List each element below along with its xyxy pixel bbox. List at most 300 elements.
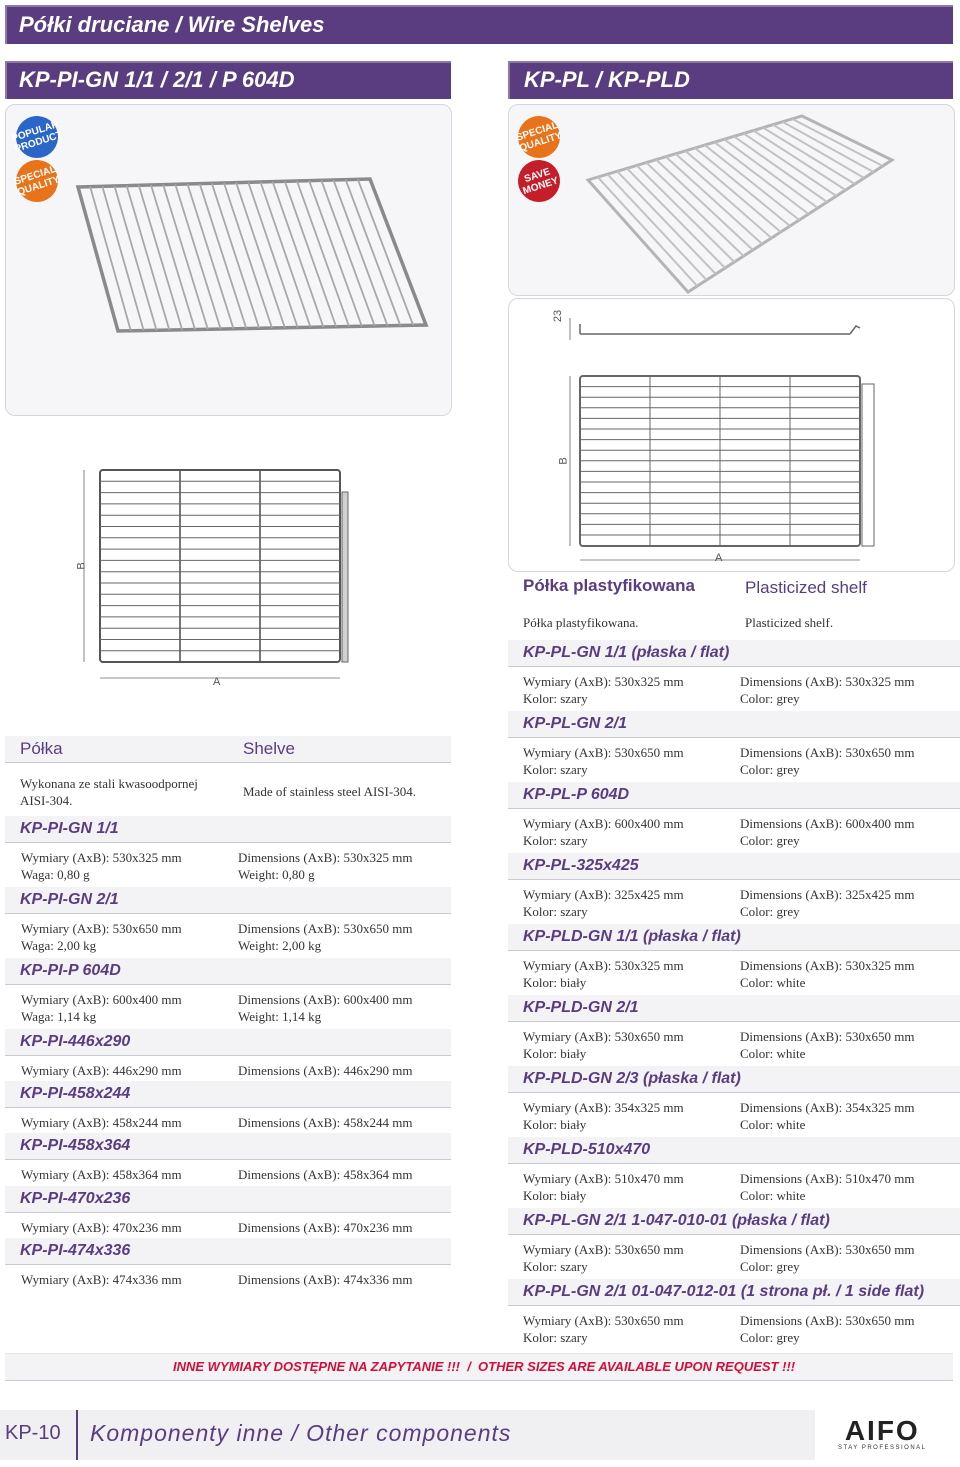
- spec-value: 530x325 mm: [845, 958, 915, 973]
- wire-bar: [236, 183, 285, 328]
- spec-label: Dimensions (AxB):: [238, 1167, 341, 1182]
- spec-row: [523, 690, 684, 707]
- spec-label: Kolor:: [523, 691, 557, 706]
- spec-value: 530x650 mm: [614, 745, 684, 760]
- wire-bar: [163, 185, 208, 330]
- spec-label: Weight:: [238, 938, 279, 953]
- spec-row: [740, 832, 914, 849]
- spec-value: szary: [560, 904, 588, 919]
- spec-label: Color:: [740, 1046, 774, 1061]
- spec-value: 530x650 mm: [845, 745, 915, 760]
- spec-label: Color:: [740, 762, 774, 777]
- spec-row: [238, 1062, 412, 1079]
- spec-label: Wymiary (AxB):: [523, 816, 612, 831]
- spec-label: Kolor:: [523, 1188, 557, 1203]
- spec-row: [21, 1219, 182, 1236]
- wire-bar: [127, 186, 170, 330]
- spec-value: szary: [560, 1330, 588, 1345]
- spec-pl: [21, 1271, 182, 1288]
- spec-label: Dimensions (AxB):: [238, 1272, 341, 1287]
- spec-label: Weight:: [238, 1009, 279, 1024]
- spec-value: 2,00 kg: [282, 938, 322, 953]
- spec-value: 530x650 mm: [845, 1029, 915, 1044]
- wire-bar: [607, 174, 706, 280]
- spec-label: Dimensions (AxB):: [740, 1242, 843, 1257]
- spec-value: 1,14 kg: [57, 1009, 97, 1024]
- spec-row: [740, 1329, 914, 1346]
- spec-row: [523, 886, 684, 903]
- spec-row: [523, 1116, 684, 1133]
- wire-bar: [666, 157, 762, 244]
- spec-row: [21, 1114, 182, 1131]
- spec-row: [740, 1099, 914, 1116]
- spec-value: grey: [776, 833, 800, 848]
- spec-label: Weight:: [238, 867, 279, 882]
- spec-en: [740, 957, 914, 991]
- spec-row: [523, 1187, 684, 1204]
- spec-label: Wymiary (AxB):: [21, 921, 110, 936]
- spec-label: Dimensions (AxB):: [740, 745, 843, 760]
- product-code: KP-PLD-GN 2/3 (płaska / flat): [523, 1070, 741, 1087]
- spec-value: 325x425 mm: [845, 887, 915, 902]
- spec-code-bar: [508, 1279, 960, 1306]
- spec-pl: [523, 1028, 684, 1062]
- spec-value: white: [776, 975, 806, 990]
- spec-label: Kolor:: [523, 975, 557, 990]
- spec-value: szary: [560, 762, 588, 777]
- spec-row: [740, 815, 914, 832]
- spec-en: [238, 1062, 412, 1079]
- spec-pl: [523, 673, 684, 707]
- spec-row: [21, 1166, 182, 1183]
- spec-row: [740, 744, 914, 761]
- spec-label: Dimensions (AxB):: [740, 1313, 843, 1328]
- spec-value: 1,14 kg: [282, 1009, 322, 1024]
- spec-row: [238, 866, 412, 883]
- spec-row: [238, 1114, 412, 1131]
- spec-value: biały: [560, 1046, 587, 1061]
- spec-row: [740, 1045, 914, 1062]
- spec-en: [740, 1312, 914, 1346]
- spec-code-bar: [5, 1081, 451, 1108]
- spec-value: 458x244 mm: [343, 1115, 413, 1130]
- other-sizes-notice: INNE WYMIARY DOSTĘPNE NA ZAPYTANIE !!! / OTHER SIZES ARE AVAILABLE UPON REQUEST !!!: [173, 1359, 796, 1374]
- spec-value: 600x400 mm: [343, 992, 413, 1007]
- spec-label: Wymiary (AxB):: [523, 1100, 612, 1115]
- spec-label: Dimensions (AxB):: [238, 1115, 341, 1130]
- spec-row: [740, 903, 914, 920]
- spec-value: grey: [776, 1330, 800, 1345]
- spec-en: [740, 886, 914, 920]
- spec-code-bar: [508, 1066, 960, 1093]
- left-desc-en: Made of stainless steel AISI-304.: [243, 784, 416, 799]
- spec-code-bar: [5, 1029, 451, 1056]
- spec-label: Dimensions (AxB):: [238, 1220, 341, 1235]
- spec-value: 600x400 mm: [112, 992, 182, 1007]
- spec-label: Dimensions (AxB):: [740, 1100, 843, 1115]
- spec-row: [523, 832, 684, 849]
- spec-row: [523, 744, 684, 761]
- spec-label: Wymiary (AxB):: [523, 1171, 612, 1186]
- product-code: KP-PL-GN 2/1 1-047-010-01 (płaska / flat): [523, 1212, 830, 1229]
- spec-en: [740, 1241, 914, 1275]
- spec-row: [238, 1008, 412, 1025]
- wire-bar: [792, 119, 882, 166]
- spec-value: 474x336 mm: [343, 1272, 413, 1287]
- spec-en: [238, 920, 412, 954]
- spec-pl: [21, 1166, 182, 1183]
- spec-value: white: [776, 1188, 806, 1203]
- spec-row: [740, 1116, 914, 1133]
- spec-value: 530x325 mm: [112, 850, 182, 865]
- spec-row: [740, 957, 914, 974]
- left-desc-pl: Wykonana ze stali kwasoodpornej AISI-304.: [20, 776, 198, 808]
- spec-en: [238, 991, 412, 1025]
- spec-en: [740, 744, 914, 778]
- spec-label: Color:: [740, 833, 774, 848]
- left-section-header: [5, 61, 451, 99]
- spec-row: [523, 1329, 684, 1346]
- spec-value: 530x650 mm: [343, 921, 413, 936]
- spec-label: Waga:: [21, 867, 54, 882]
- wire-bar: [617, 171, 716, 274]
- spec-code-bar: [508, 1208, 960, 1235]
- spec-code-bar: [5, 958, 451, 985]
- wire-bar: [212, 183, 259, 328]
- product-code: KP-PL-GN 1/1 (płaska / flat): [523, 644, 730, 661]
- spec-value: 530x325 mm: [614, 958, 684, 973]
- product-code: KP-PLD-GN 2/1: [523, 999, 639, 1016]
- wire-bar: [139, 185, 182, 329]
- spec-label: Color:: [740, 1259, 774, 1274]
- spec-label: Waga:: [21, 1009, 54, 1024]
- spec-code-bar: [5, 1238, 451, 1265]
- spec-row: [238, 1271, 412, 1288]
- spec-label: Wymiary (AxB):: [21, 1220, 110, 1235]
- product-code: KP-PLD-510x470: [523, 1141, 651, 1158]
- right-heading-pl: Półka plastyfikowana: [523, 576, 695, 595]
- wire-bar: [102, 186, 143, 330]
- spec-en: [238, 1166, 412, 1183]
- spec-row: [740, 1312, 914, 1329]
- plasticized-shelf-photo-right: [580, 110, 900, 295]
- spec-value: 510x470 mm: [614, 1171, 684, 1186]
- wire-bar: [285, 181, 336, 326]
- wire-bar: [175, 184, 220, 329]
- aifo-logo-text: AIFO: [844, 1415, 920, 1446]
- spec-row: [740, 673, 914, 690]
- right-section-header: [508, 61, 953, 99]
- spec-en: [238, 1219, 412, 1236]
- spec-label: Dimensions (AxB):: [740, 887, 843, 902]
- spec-label: Dimensions (AxB):: [740, 674, 843, 689]
- spec-code-bar: [508, 640, 960, 667]
- badge-special-quality-right: SPECIAL QUALITY: [513, 111, 566, 164]
- badge-special-quality-left: SPECIAL QUALITY: [11, 155, 64, 208]
- spec-en: [740, 1170, 914, 1204]
- spec-row: [523, 673, 684, 690]
- spec-en: [740, 1028, 914, 1062]
- product-code: KP-PL-P 604D: [523, 786, 630, 803]
- spec-code-bar: [5, 816, 451, 843]
- spec-pl: [523, 886, 684, 920]
- spec-label: Wymiary (AxB):: [523, 958, 612, 973]
- product-code: KP-PI-458x244: [20, 1085, 131, 1102]
- spec-label: Dimensions (AxB):: [238, 1063, 341, 1078]
- spec-en: [740, 673, 914, 707]
- dimension-b-left: B: [75, 562, 88, 570]
- spec-label: Waga:: [21, 938, 54, 953]
- wire-bar: [261, 182, 311, 327]
- badge-popular-product: POPULAR PRODUCT: [11, 111, 64, 164]
- spec-label: Dimensions (AxB):: [740, 816, 843, 831]
- spec-value: grey: [776, 904, 800, 919]
- spec-value: szary: [560, 1259, 588, 1274]
- spec-label: Wymiary (AxB):: [523, 887, 612, 902]
- spec-label: Dimensions (AxB):: [238, 992, 341, 1007]
- spec-value: 354x325 mm: [614, 1100, 684, 1115]
- spec-value: 530x325 mm: [614, 674, 684, 689]
- spec-row: [740, 1170, 914, 1187]
- right-desc-en: Plasticized shelf.: [745, 615, 834, 630]
- spec-row: [21, 866, 182, 883]
- spec-value: 530x650 mm: [614, 1313, 684, 1328]
- spec-row: [740, 974, 914, 991]
- spec-row: [523, 1312, 684, 1329]
- spec-label: Kolor:: [523, 1117, 557, 1132]
- spec-row: [21, 1271, 182, 1288]
- spec-value: 470x236 mm: [112, 1220, 182, 1235]
- spec-label: Color:: [740, 1117, 774, 1132]
- spec-label: Kolor:: [523, 1046, 557, 1061]
- wire-bar: [273, 182, 324, 327]
- wire-bar: [188, 184, 234, 329]
- spec-value: grey: [776, 691, 800, 706]
- spec-label: Kolor:: [523, 833, 557, 848]
- spec-pl: [523, 1241, 684, 1275]
- spec-row: [523, 1170, 684, 1187]
- page-title: Półki druciane / Wire Shelves: [19, 12, 325, 37]
- spec-pl: [21, 991, 182, 1025]
- spec-value: 530x650 mm: [845, 1242, 915, 1257]
- spec-value: biały: [560, 975, 587, 990]
- page-title-banner: [5, 5, 953, 44]
- wire-bar: [224, 183, 272, 328]
- spec-code-bar: [508, 782, 960, 809]
- spec-label: Wymiary (AxB):: [21, 850, 110, 865]
- product-code: KP-PI-474x336: [20, 1242, 131, 1259]
- spec-label: Wymiary (AxB):: [21, 1272, 110, 1287]
- spec-row: [21, 937, 182, 954]
- spec-label: Color:: [740, 904, 774, 919]
- spec-value: 474x336 mm: [112, 1272, 182, 1287]
- spec-pl: [523, 1312, 684, 1346]
- spec-pl: [21, 1219, 182, 1236]
- product-code: KP-PI-446x290: [20, 1033, 131, 1050]
- spec-value: 0,80 g: [282, 867, 315, 882]
- spec-en: [238, 849, 412, 883]
- wire-bar: [598, 177, 698, 286]
- product-code: KP-PL-325x425: [523, 857, 639, 874]
- spec-row: [740, 761, 914, 778]
- spec-value: szary: [560, 833, 588, 848]
- spec-pl: [523, 744, 684, 778]
- spec-row: [238, 849, 412, 866]
- spec-value: 530x650 mm: [614, 1242, 684, 1257]
- spec-value: 530x650 mm: [614, 1029, 684, 1044]
- dimension-a-right: A: [715, 552, 723, 564]
- spec-value: 530x325 mm: [343, 850, 413, 865]
- spec-label: Wymiary (AxB):: [21, 1115, 110, 1130]
- product-code: KP-PI-GN 1/1: [20, 820, 119, 837]
- spec-label: Wymiary (AxB):: [21, 1167, 110, 1182]
- spec-row: [523, 815, 684, 832]
- spec-row: [740, 690, 914, 707]
- spec-row: [21, 1062, 182, 1079]
- spec-en: [238, 1114, 412, 1131]
- spec-row: [21, 991, 182, 1008]
- spec-value: grey: [776, 762, 800, 777]
- wire-bar: [695, 148, 790, 226]
- spec-value: szary: [560, 691, 588, 706]
- spec-code-bar: [508, 924, 960, 951]
- spec-en: [740, 1099, 914, 1133]
- right-section-title: KP-PL / KP-PLD: [524, 67, 690, 92]
- spec-value: biały: [560, 1117, 587, 1132]
- spec-row: [740, 1241, 914, 1258]
- footer-divider: [76, 1410, 78, 1460]
- spec-value: 458x244 mm: [112, 1115, 182, 1130]
- spec-row: [523, 1028, 684, 1045]
- spec-row: [21, 1008, 182, 1025]
- spec-row: [238, 920, 412, 937]
- footer-page-number: KP-10: [5, 1422, 61, 1444]
- spec-code-bar: [5, 1186, 451, 1213]
- spec-pl: [523, 815, 684, 849]
- spec-label: Color:: [740, 1188, 774, 1203]
- spec-row: [523, 1258, 684, 1275]
- spec-row: [523, 974, 684, 991]
- spec-label: Wymiary (AxB):: [523, 1313, 612, 1328]
- spec-en: [740, 815, 914, 849]
- spec-value: 2,00 kg: [57, 938, 97, 953]
- spec-label: Kolor:: [523, 762, 557, 777]
- spec-value: 530x650 mm: [112, 921, 182, 936]
- spec-label: Kolor:: [523, 1330, 557, 1345]
- spec-label: Wymiary (AxB):: [21, 992, 110, 1007]
- spec-pl: [21, 849, 182, 883]
- wire-bar: [676, 154, 772, 238]
- spec-value: grey: [776, 1259, 800, 1274]
- spec-row: [740, 1258, 914, 1275]
- product-code: KP-PI-470x236: [20, 1190, 131, 1207]
- spec-row: [523, 1241, 684, 1258]
- spec-pl: [523, 1170, 684, 1204]
- spec-label: Dimensions (AxB):: [238, 850, 341, 865]
- left-heading-en: Shelve: [243, 739, 295, 758]
- spec-pl: [21, 920, 182, 954]
- right-desc-pl: Półka plastyfikowana.: [523, 615, 639, 630]
- spec-row: [740, 1187, 914, 1204]
- notice-bar: [5, 1353, 953, 1381]
- wire-bar: [656, 160, 753, 250]
- spec-value: 600x400 mm: [845, 816, 915, 831]
- spec-value: 325x425 mm: [614, 887, 684, 902]
- spec-row: [523, 1099, 684, 1116]
- wire-shelf-drawing-left: [70, 462, 380, 692]
- aifo-logo: [838, 1417, 927, 1451]
- spec-label: Wymiary (AxB):: [21, 1063, 110, 1078]
- spec-value: 600x400 mm: [614, 816, 684, 831]
- wire-bar: [200, 184, 247, 329]
- spec-row: [238, 991, 412, 1008]
- spec-value: 354x325 mm: [845, 1100, 915, 1115]
- spec-code-bar: [508, 853, 960, 880]
- left-heading-bar: [5, 736, 451, 763]
- spec-row: [238, 1219, 412, 1236]
- spec-label: Wymiary (AxB):: [523, 1242, 612, 1257]
- spec-code-bar: [508, 995, 960, 1022]
- spec-pl: [21, 1114, 182, 1131]
- spec-label: Dimensions (AxB):: [740, 1029, 843, 1044]
- spec-label: Wymiary (AxB):: [523, 745, 612, 760]
- spec-value: 458x364 mm: [343, 1167, 413, 1182]
- spec-label: Wymiary (AxB):: [523, 1029, 612, 1044]
- spec-en: [238, 1271, 412, 1288]
- spec-pl: [523, 957, 684, 991]
- left-heading-pl: Półka: [20, 739, 63, 758]
- spec-row: [740, 886, 914, 903]
- wire-bar: [685, 151, 780, 232]
- badge-save-money: SAVE MONEY: [513, 155, 566, 208]
- spec-label: Kolor:: [523, 904, 557, 919]
- footer-section-title: Komponenty inne / Other components: [90, 1420, 512, 1446]
- spec-value: 0,80 g: [57, 867, 90, 882]
- left-section-title: KP-PI-GN 1/1 / 2/1 / P 604D: [19, 67, 295, 92]
- spec-pl: [21, 1062, 182, 1079]
- spec-label: Color:: [740, 975, 774, 990]
- product-code: KP-PI-P 604D: [20, 962, 121, 979]
- spec-row: [238, 937, 412, 954]
- spec-value: 458x364 mm: [112, 1167, 182, 1182]
- spec-code-bar: [508, 1137, 960, 1164]
- spec-code-bar: [5, 887, 451, 914]
- spec-code-bar: [5, 1133, 451, 1160]
- spec-value: white: [776, 1046, 806, 1061]
- spec-value: 530x325 mm: [845, 674, 915, 689]
- spec-label: Color:: [740, 1330, 774, 1345]
- spec-pl: [523, 1099, 684, 1133]
- spec-label: Kolor:: [523, 1259, 557, 1274]
- spec-label: Dimensions (AxB):: [740, 1171, 843, 1186]
- spec-label: Dimensions (AxB):: [238, 921, 341, 936]
- spec-row: [238, 1166, 412, 1183]
- spec-value: 530x650 mm: [845, 1313, 915, 1328]
- wire-shelf-photo-left: [70, 175, 435, 335]
- product-code: KP-PLD-GN 1/1 (płaska / flat): [523, 928, 741, 945]
- spec-value: 470x236 mm: [343, 1220, 413, 1235]
- spec-label: Dimensions (AxB):: [740, 958, 843, 973]
- spec-value: 510x470 mm: [845, 1171, 915, 1186]
- dimension-b-right: B: [557, 457, 570, 465]
- product-code: KP-PI-GN 2/1: [20, 891, 119, 908]
- spec-code-bar: [508, 711, 960, 738]
- product-code: KP-PL-GN 2/1: [523, 715, 628, 732]
- wire-bar: [151, 185, 195, 330]
- spec-row: [740, 1028, 914, 1045]
- spec-value: 446x290 mm: [112, 1063, 182, 1078]
- wire-bar: [115, 186, 157, 330]
